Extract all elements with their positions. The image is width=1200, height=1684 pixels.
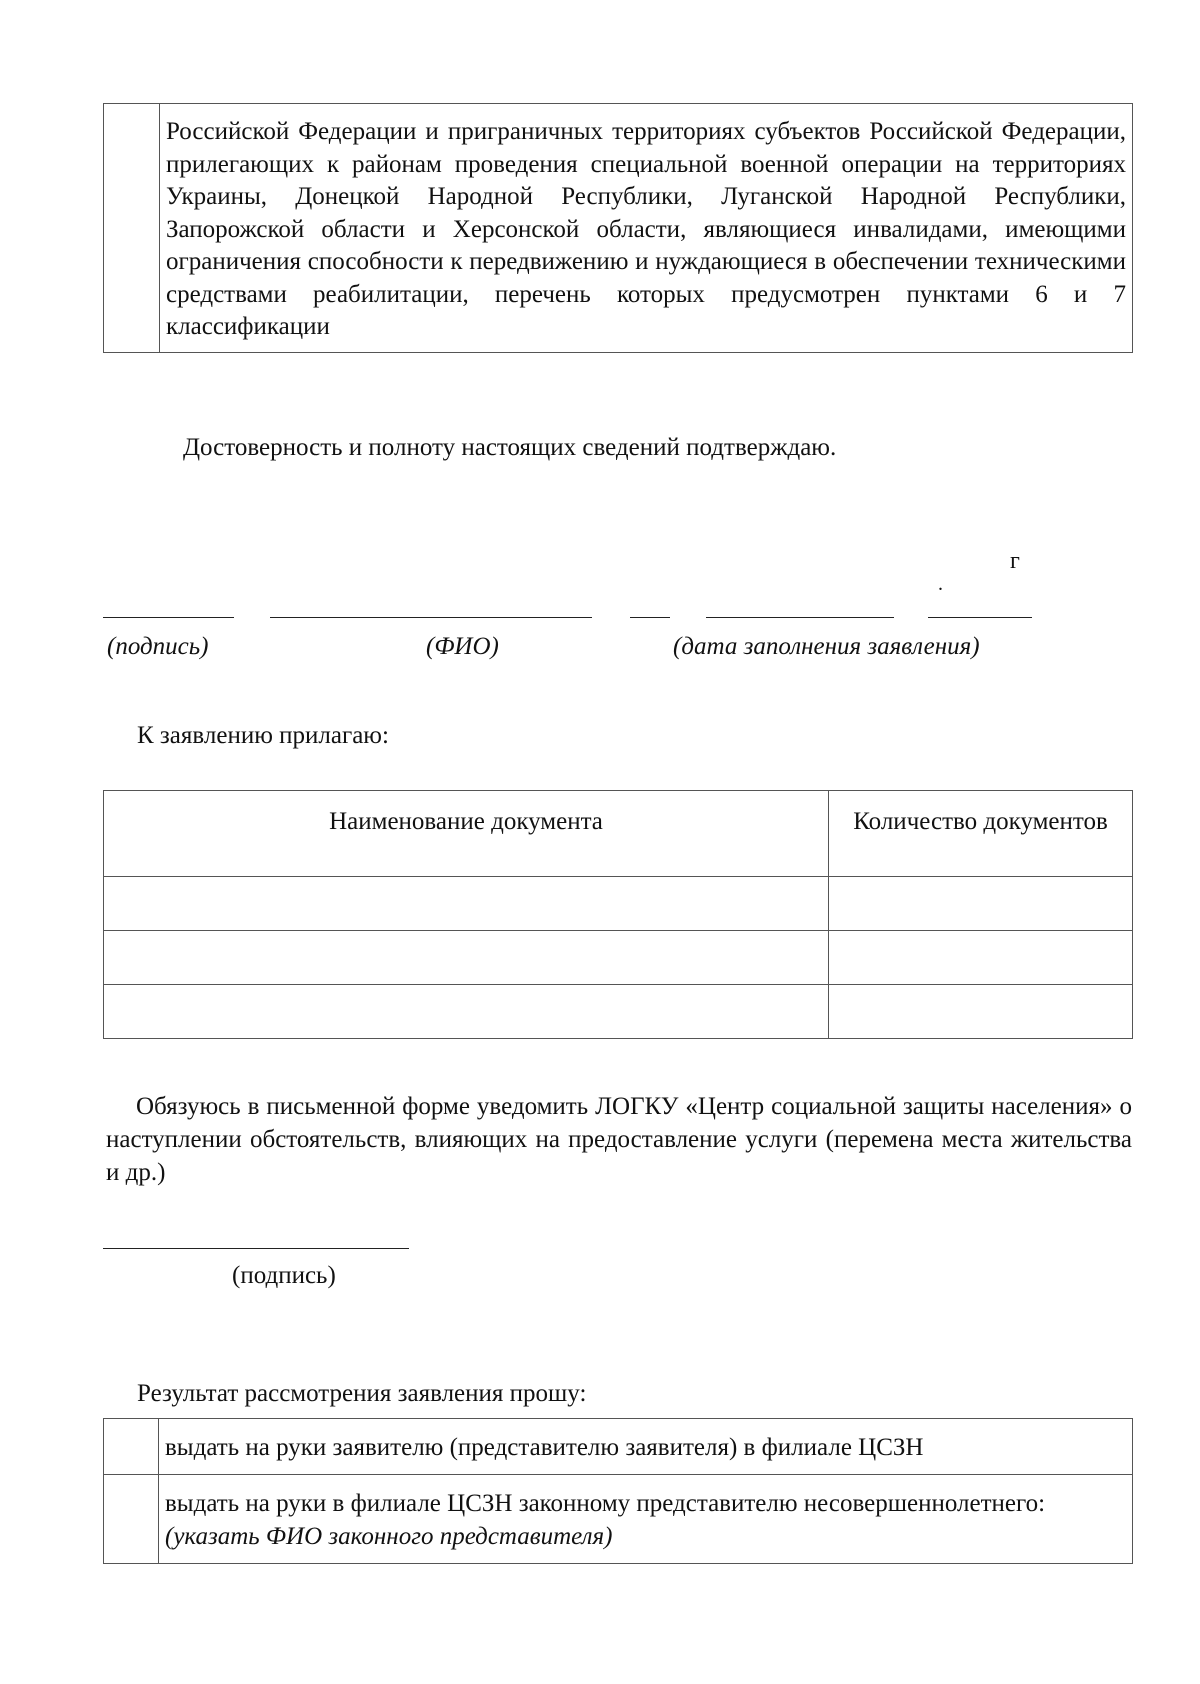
obligation-signature-label: (подпись): [232, 1262, 336, 1289]
table-cell[interactable]: [829, 931, 1133, 985]
fio-line[interactable]: [270, 617, 592, 618]
category-table: [103, 103, 1133, 353]
table-cell[interactable]: [104, 877, 829, 931]
result-intro: Результат рассмотрения заявления прошу:: [137, 1380, 587, 1407]
option2-checkbox-cell[interactable]: [104, 1475, 159, 1564]
attachments-table: [103, 790, 1133, 1039]
option2-hint: (указать ФИО законного представителя): [165, 1523, 613, 1550]
year-suffix: г: [1010, 548, 1020, 574]
option2-text: выдать на руки в филиале ЦСЗН законному представителю несовершеннолетнего:: [165, 1490, 1046, 1517]
fio-label: (ФИО): [426, 633, 499, 660]
col-header-count: Количество документов: [829, 791, 1133, 877]
table-cell[interactable]: [104, 931, 829, 985]
date-dot: .: [938, 573, 943, 595]
table-cell[interactable]: [104, 985, 829, 1039]
attachments-intro: К заявлению прилагаю:: [137, 722, 389, 749]
date-month-line[interactable]: [706, 617, 894, 618]
option2-cell: [159, 1475, 1133, 1564]
date-day-line[interactable]: [630, 617, 670, 618]
option1-checkbox-cell[interactable]: [104, 1419, 159, 1475]
col-header-name: Наименование документа: [104, 791, 829, 877]
obligation-signature-line[interactable]: [103, 1248, 409, 1249]
option1-text: выдать на руки заявителю (представителю заявителя) в филиале ЦСЗН: [159, 1419, 1133, 1475]
date-year-line[interactable]: [928, 617, 1032, 618]
signature-label: (подпись): [107, 633, 209, 660]
table-cell[interactable]: [829, 877, 1133, 931]
category-checkbox-cell[interactable]: [104, 104, 160, 353]
result-options-table: [103, 1418, 1133, 1564]
table-cell[interactable]: [829, 985, 1133, 1039]
signature-line[interactable]: [103, 617, 234, 618]
confirmation-text: Достоверность и полноту настоящих сведений подтверждаю.: [183, 434, 837, 461]
category-text: Российской Федерации и приграничных территориях субъектов Российской Федерации, прилегающих к районам проведения специальной военной операции на территориях Украины, Донецкой Народной Республики, Луганской Народной Республики, Запорожской области и Херсонской области, являющиеся инвалидами, имеющими ограничения способности к передвижению и нуждающиеся в обеспечении техническими средствами реабилитации, перечень которых предусмотрен пунктами 6 и 7 классификации: [160, 104, 1133, 353]
obligation-text: Обязуюсь в письменной форме уведомить ЛОГКУ «Центр социальной защиты населения» о наступлении обстоятельств, влияющих на предоставление услуги (перемена места жительства и др.): [106, 1093, 1132, 1186]
date-label: (дата заполнения заявления): [673, 633, 980, 660]
